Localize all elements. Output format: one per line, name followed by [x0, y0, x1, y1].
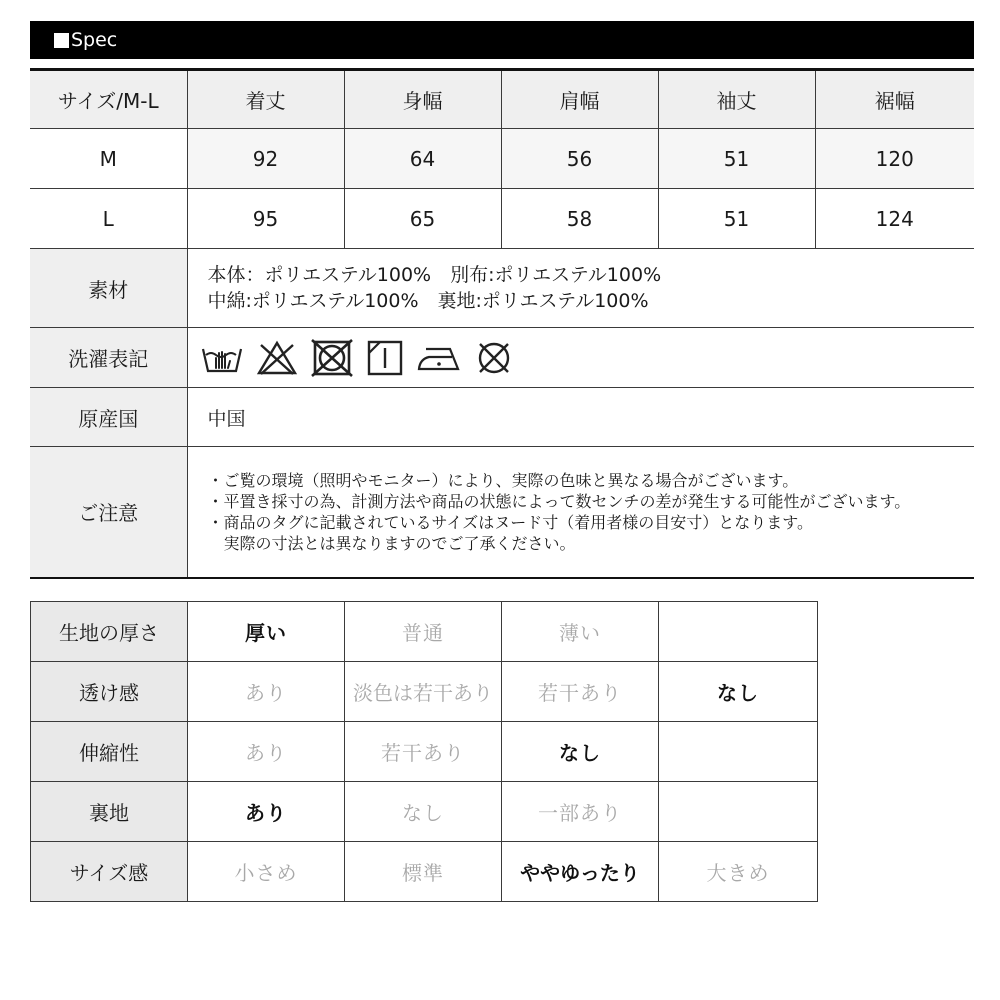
attribute-option: ややゆったり — [502, 842, 659, 902]
care-label: 洗濯表記 — [30, 328, 187, 388]
no-dry-clean-icon — [474, 339, 514, 377]
material-row — [30, 249, 974, 328]
square-bullet-icon — [54, 33, 69, 48]
attribute-option — [659, 782, 818, 842]
attribute-option: 小さめ — [188, 842, 345, 902]
line-dry-shade-icon — [366, 339, 404, 377]
iron-low-icon — [416, 343, 462, 373]
notes-value — [187, 447, 974, 578]
attribute-option: あり — [188, 662, 345, 722]
attribute-option — [659, 722, 818, 782]
attribute-row — [31, 602, 818, 662]
attribute-option: 標準 — [345, 842, 502, 902]
size-value: 92 — [187, 129, 344, 189]
attribute-option: 若干あり — [502, 662, 659, 722]
column-header: 着丈 — [187, 70, 344, 129]
attribute-row — [31, 842, 818, 902]
size-header-row — [30, 70, 974, 129]
attribute-option — [659, 602, 818, 662]
attribute-option: 普通 — [345, 602, 502, 662]
attribute-option: 厚い — [188, 602, 345, 662]
attribute-option: 若干あり — [345, 722, 502, 782]
attribute-label: サイズ感 — [31, 842, 188, 902]
material-line: 中綿:ポリエステル100% 裏地:ポリエステル100% — [207, 290, 649, 312]
size-label: L — [30, 189, 187, 249]
attribute-option: 淡色は若干あり — [345, 662, 502, 722]
origin-row — [30, 388, 974, 447]
size-value: 64 — [344, 129, 501, 189]
column-header: 肩幅 — [501, 70, 658, 129]
note-line: ・平置き採寸の為、計測方法や商品の状態によって数センチの差が発生する可能性がございます。 — [207, 491, 911, 511]
origin-value: 中国 — [187, 388, 974, 447]
hand-wash-icon — [200, 341, 244, 375]
column-header: 袖丈 — [658, 70, 815, 129]
spec-title: Spec — [71, 29, 118, 51]
notes-label: ご注意 — [30, 447, 187, 578]
no-bleach-icon — [256, 340, 298, 376]
size-value: 124 — [815, 189, 974, 249]
material-label: 素材 — [30, 249, 187, 328]
attribute-label: 裏地 — [31, 782, 188, 842]
notes-row — [30, 447, 974, 578]
attribute-option: あり — [188, 722, 345, 782]
attribute-row — [31, 782, 818, 842]
column-header: 裾幅 — [815, 70, 974, 129]
attribute-label: 透け感 — [31, 662, 188, 722]
material-line: 本体：ポリエステル100% 別布:ポリエステル100% — [207, 264, 662, 286]
size-value: 120 — [815, 129, 974, 189]
size-value: 58 — [501, 189, 658, 249]
attribute-option: 薄い — [502, 602, 659, 662]
size-row-l — [30, 189, 974, 249]
origin-label: 原産国 — [30, 388, 187, 447]
size-value: 95 — [187, 189, 344, 249]
attribute-option: 一部あり — [502, 782, 659, 842]
no-tumble-dry-icon — [310, 339, 354, 377]
attribute-option: あり — [188, 782, 345, 842]
column-header: 身幅 — [344, 70, 501, 129]
care-row — [30, 328, 974, 388]
size-header-label: サイズ/M-L — [30, 70, 187, 129]
size-row-m — [30, 129, 974, 189]
attribute-row — [31, 662, 818, 722]
attribute-label: 生地の厚さ — [31, 602, 188, 662]
material-value — [187, 249, 974, 328]
size-value: 65 — [344, 189, 501, 249]
note-line: 実際の寸法とは異なりますのでご了承ください。 — [207, 533, 576, 553]
spec-header-bar — [30, 21, 974, 59]
attribute-option: なし — [345, 782, 502, 842]
attribute-option: なし — [502, 722, 659, 782]
attribute-table — [30, 601, 818, 902]
size-value: 51 — [658, 129, 815, 189]
size-label: M — [30, 129, 187, 189]
care-icons-cell — [187, 328, 974, 388]
attribute-option: 大きめ — [659, 842, 818, 902]
care-icons — [188, 339, 975, 377]
attribute-option: なし — [659, 662, 818, 722]
note-line: ・ご覧の環境（照明やモニター）により、実際の色味と異なる場合がございます。 — [207, 470, 799, 490]
attribute-label: 伸縮性 — [31, 722, 188, 782]
size-value: 56 — [501, 129, 658, 189]
attribute-row — [31, 722, 818, 782]
note-line: ・商品のタグに記載されているサイズはヌード寸（着用者様の目安寸）となります。 — [207, 512, 813, 532]
spec-table — [30, 68, 974, 579]
size-value: 51 — [658, 189, 815, 249]
